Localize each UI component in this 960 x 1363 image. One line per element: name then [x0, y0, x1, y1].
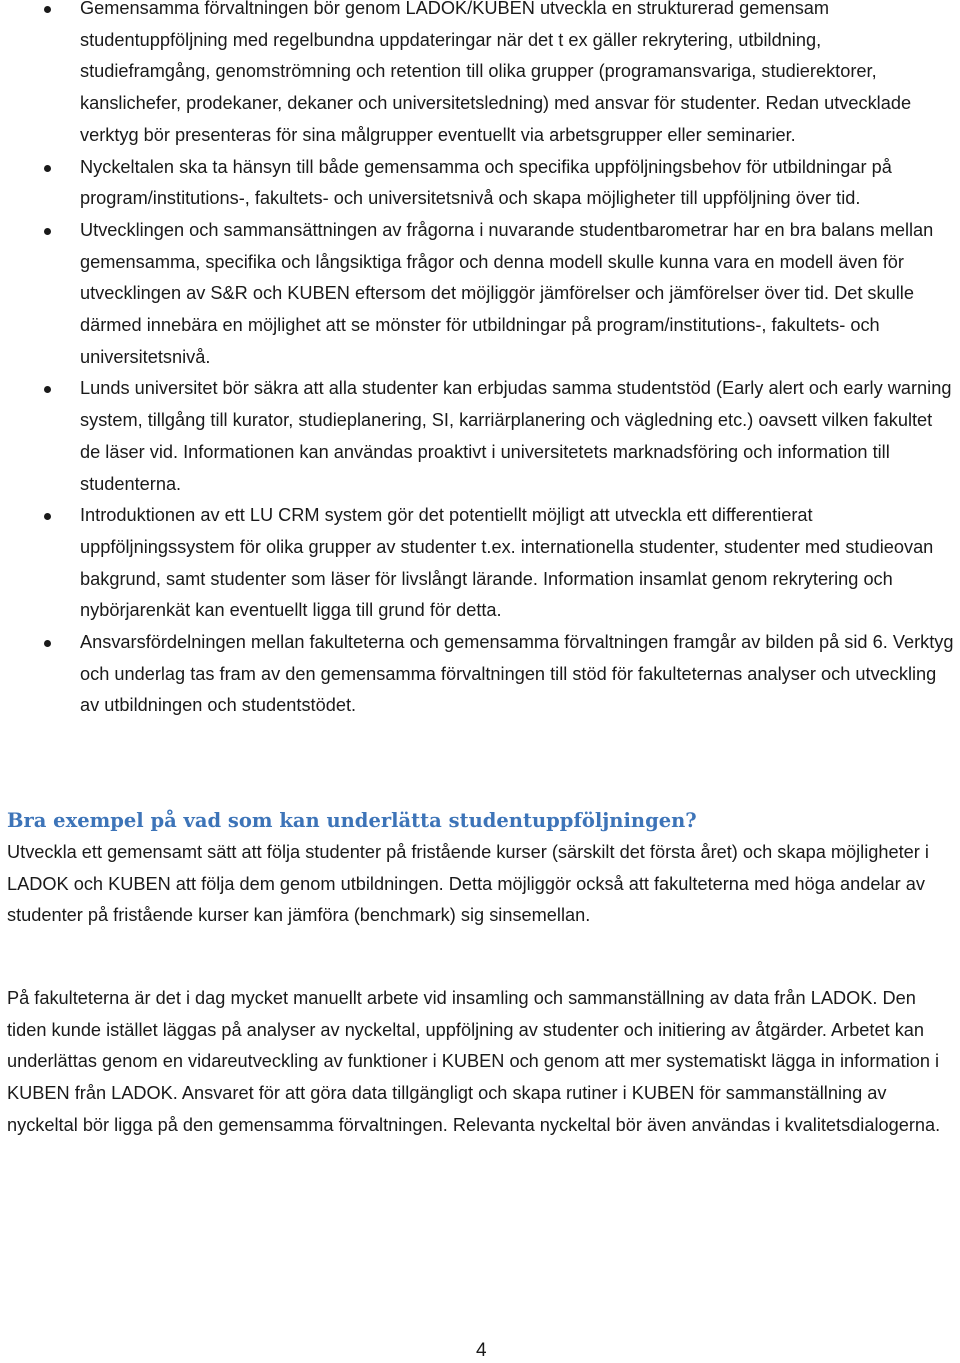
page-number: 4 [476, 1340, 487, 1361]
bullet-icon [44, 386, 51, 393]
bullet-icon [44, 6, 51, 13]
body-paragraph: Utveckla ett gemensamt sätt att följa studenter på fristående kurser (särskilt det första året) och skapa möjligheter i LADOK och KUBEN att följa dem genom utbildningen. Detta möjliggör också att fakulteterna med höga andelar av studenter på fristående kurser kan jämföra (benchmark) sig sinsemellan. [7, 842, 929, 926]
bullet-icon [44, 165, 51, 172]
list-item-text: Gemensamma förvaltningen bör genom LADOK/KUBEN utveckla en strukturerad gemensam studentuppföljning med regelbundna uppdateringar när det t ex gäller rekrytering, utbildning, studieframgång, genomströmning och retention till olika grupper (programansvariga, studierektorer, kanslichefer, prodekaner, dekaner och universitetsledning) med ansvar för studenter. Redan utvecklade verktyg bör presenteras för sina målgrupper eventuellt via arbetsgrupper eller seminarier. [80, 0, 912, 145]
list-item-text: Introduktionen av ett LU CRM system gör det potentiellt möjligt att utveckla ett differentierat uppföljningssystem för olika grupper av studenter t.ex. internationella studenter, studenter med studieovan bakgrund, samt studenter som läser för livslångt lärande. Information insamlat genom rekrytering och nybörjarenkät kan eventuellt ligga till grund för detta. [80, 505, 934, 621]
list-item-text: Nyckeltalen ska ta hänsyn till både gemensamma och specifika uppföljningsbehov för utbildningar på program/institutions-, fakultets- och universitetsnivå och skapa möjligheter till uppföljning över tid. [80, 156, 892, 209]
list-item [0, 0, 960, 152]
bullet-icon [44, 640, 51, 647]
list-item [0, 215, 960, 374]
bullet-icon [44, 228, 51, 235]
list-item-text: Lunds universitet bör säkra att alla studenter kan erbjudas samma studentstöd (Early alert och early warning system, tillgång till kurator, studieplanering, SI, karriärplanering och vägledning etc.) oavsett vilken fakultet de läser vid. Informationen kan användas proaktivt i universitetets marknadsföring och information till studenterna. [80, 378, 952, 494]
list-item [0, 152, 960, 215]
bullet-icon [44, 513, 51, 520]
list-item-text: Utvecklingen och sammansättningen av frågorna i nuvarande studentbarometrar har en bra balans mellan gemensamma, specifika och långsiktiga frågor och denna modell skulle kunna vara en modell även för utvecklingen av S&R och KUBEN eftersom det möjliggör jämförelser och jämförelser över tid. Det skulle därmed innebära en möjlighet att se mönster för utbildningar på program/institutions-, fakultets- och universitetsnivå. [80, 219, 934, 367]
section-heading: Bra exempel på vad som kan underlätta studentuppföljningen? [7, 809, 697, 832]
list-item [0, 500, 960, 627]
list-item [0, 373, 960, 500]
body-paragraph: På fakulteterna är det i dag mycket manuellt arbete vid insamling och sammanställning av data från LADOK. Den tiden kunde istället läggas på analyser av nyckeltal, uppföljning av studenter och initiering av åtgärder. Arbetet kan underlättas genom en vidareutveckling av funktioner i KUBEN och genom att mer systematiskt lägga in information i KUBEN från LADOK. Ansvaret för att göra data tillgängligt och skapa rutiner i KUBEN för sammanställning av nyckeltal bör ligga på den gemensamma förvaltningen. Relevanta nyckeltal bör även användas i kvalitetsdialogerna. [7, 988, 941, 1135]
list-item [0, 627, 960, 722]
list-item-text: Ansvarsfördelningen mellan fakulteterna och gemensamma förvaltningen framgår av bilden på sid 6. Verktyg och underlag tas fram av den gemensamma förvaltningen till stöd för fakulteternas analyser och utveckling av utbildningen och studentstödet. [80, 632, 954, 716]
